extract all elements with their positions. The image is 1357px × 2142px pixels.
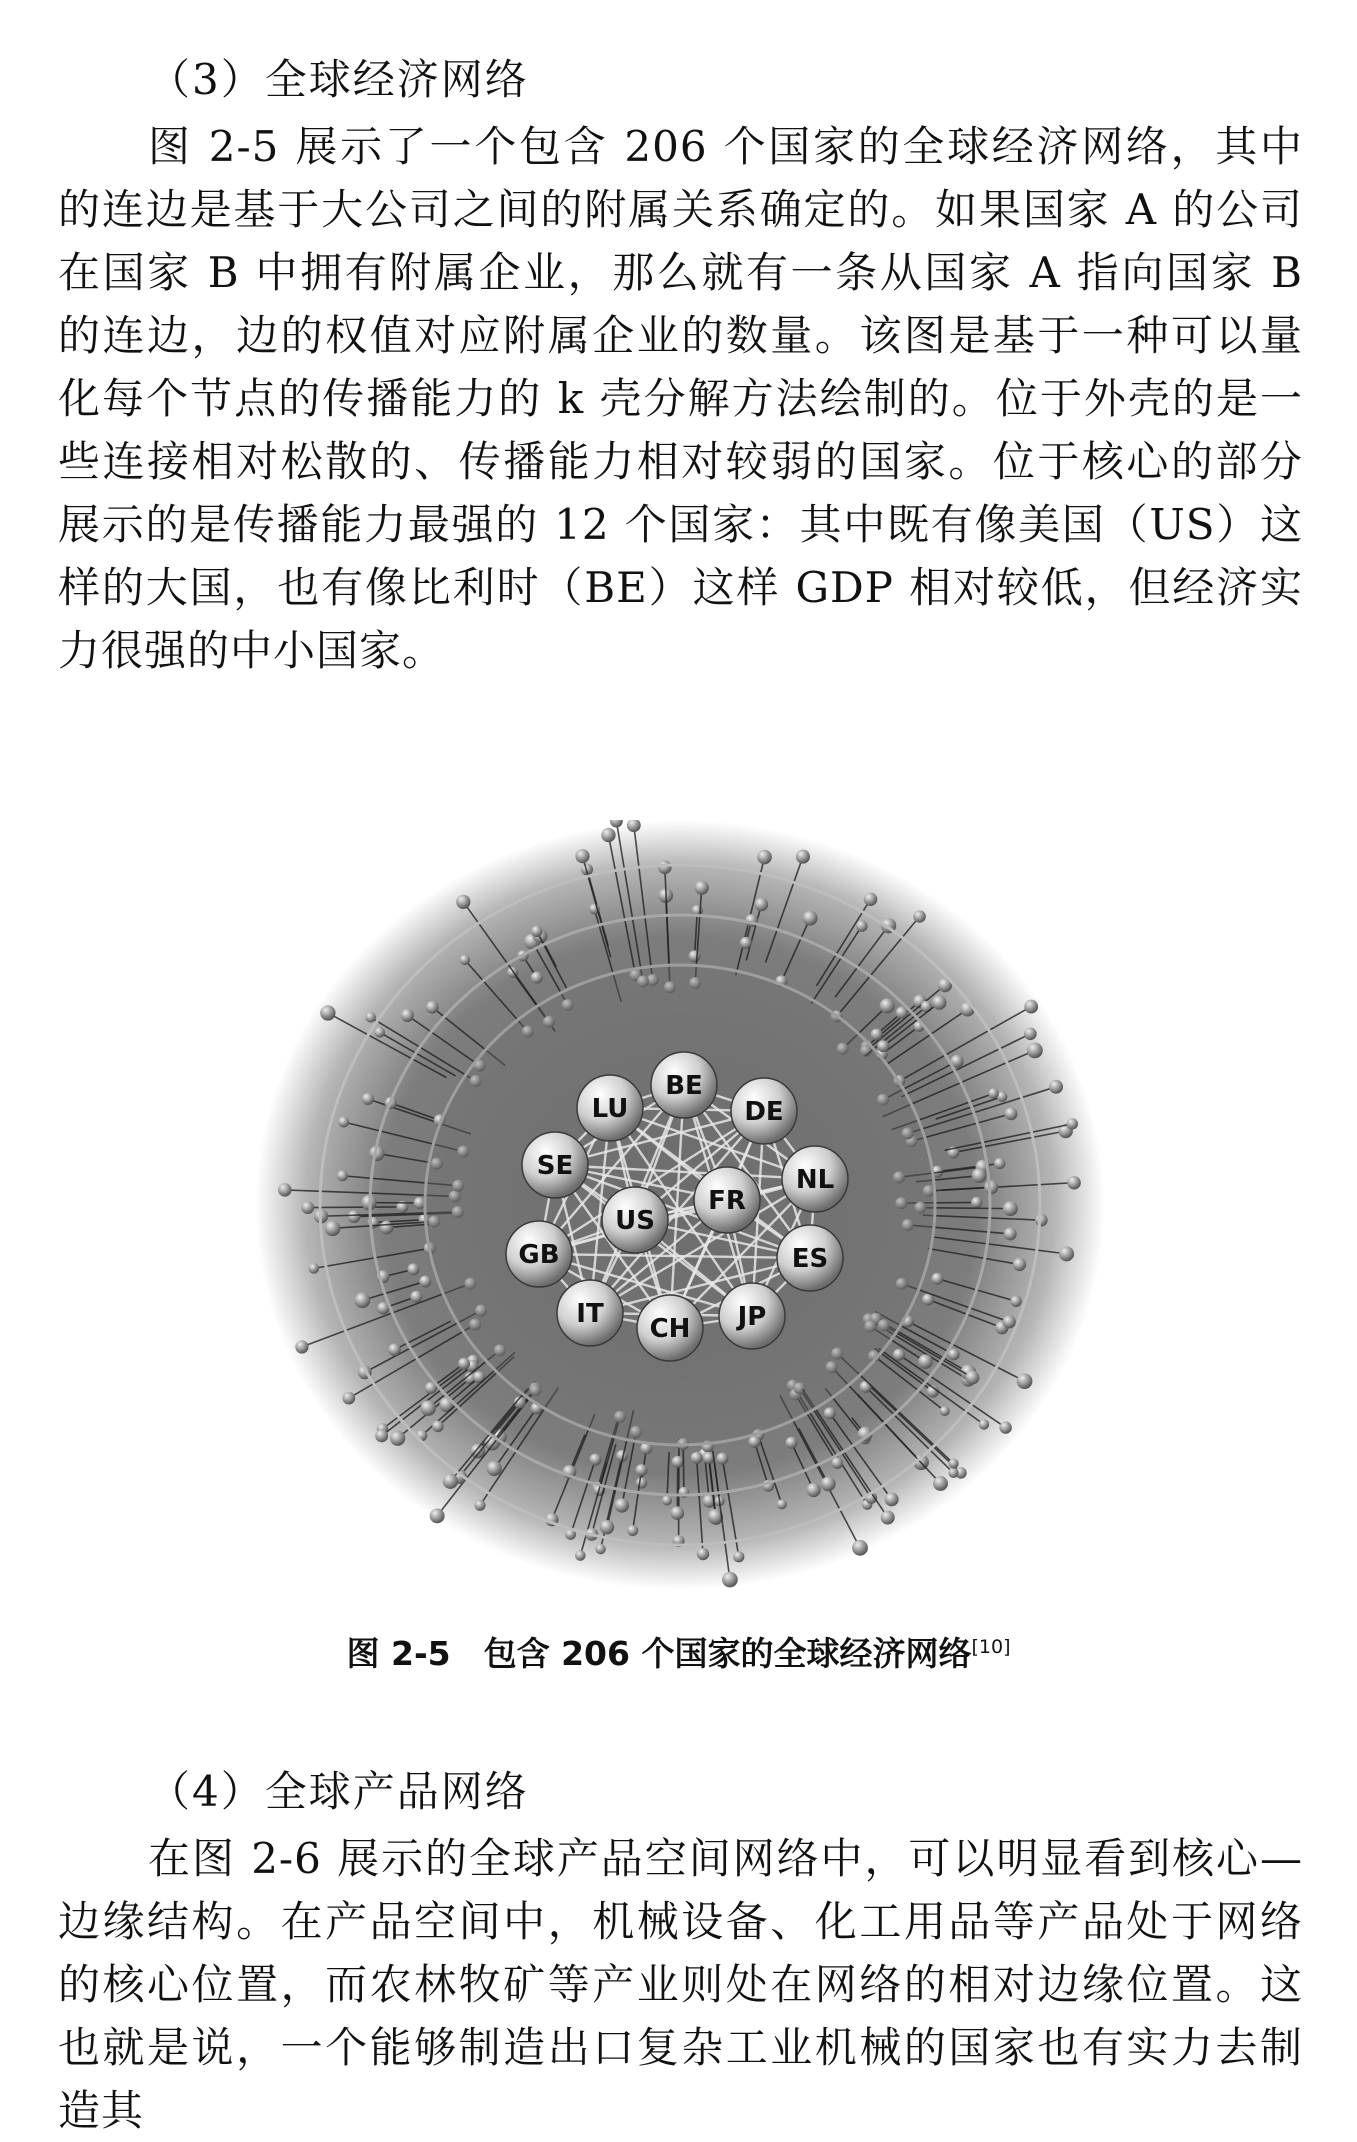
peripheral-node (531, 972, 543, 984)
peripheral-node (575, 849, 589, 863)
peripheral-node (487, 1461, 502, 1476)
core-node-label: NL (796, 1165, 834, 1195)
core-node-label: SE (537, 1151, 574, 1181)
peripheral-node (733, 1551, 744, 1562)
peripheral-edge (683, 1444, 684, 1492)
peripheral-node (575, 1550, 586, 1561)
peripheral-node (918, 1354, 932, 1368)
peripheral-node (777, 1499, 787, 1509)
peripheral-node (589, 1454, 601, 1466)
peripheral-node (984, 1180, 998, 1194)
peripheral-node (301, 1201, 314, 1214)
peripheral-node (600, 1520, 614, 1534)
peripheral-node (999, 1421, 1011, 1433)
peripheral-node (695, 881, 709, 895)
peripheral-node (921, 1001, 932, 1012)
section-4-heading: （4）全球产品网络 (148, 1764, 529, 1820)
peripheral-node (1067, 1176, 1081, 1190)
figure-caption (0, 1628, 1357, 1675)
core-node-label: DE (744, 1097, 783, 1127)
peripheral-node (852, 1540, 868, 1556)
peripheral-node (390, 1431, 405, 1446)
peripheral-node (948, 1468, 958, 1478)
peripheral-node (1013, 1258, 1026, 1271)
peripheral-node (1003, 1315, 1016, 1328)
core-node-label: IT (576, 1299, 604, 1329)
peripheral-node (419, 1275, 431, 1287)
peripheral-node (1003, 1201, 1018, 1216)
peripheral-node (965, 1371, 979, 1385)
core-node-label: ES (792, 1244, 829, 1274)
peripheral-node (337, 1170, 348, 1181)
peripheral-node (430, 1508, 445, 1523)
peripheral-node (1027, 1042, 1043, 1058)
peripheral-node (635, 1464, 647, 1476)
peripheral-node (913, 910, 926, 923)
peripheral-edge (308, 1207, 403, 1208)
peripheral-node (460, 955, 470, 965)
network-graph (255, 820, 1105, 1590)
peripheral-node (940, 1406, 950, 1416)
peripheral-node (932, 995, 946, 1009)
peripheral-node (856, 920, 868, 932)
section-3-paragraph: 图 2-5 展示了一个包含 206 个国家的全球经济网络，其中的连边是基于大公司之间的附属关系确定的。如果国家 A 的公司在国家 B 中拥有附属企业，那么就有一条从国家 A 指向国家 B 的连边，边的权值对应附属企业的数量。该图是基于一种可以量化每个节点的传播能力的 k 壳分解方法绘制的。位于外壳的是一些连接相对松散的、传播能力相对较弱的国家。位于核心的部分展示的是传播能力最强的 12 个国家：其中既有像美国（US）这样的大国，也有像比利时（BE）这样 GDP 相对较低，但经济实力很强的中小国家。 (58, 115, 1303, 682)
peripheral-node (662, 1495, 672, 1505)
peripheral-node (740, 937, 752, 949)
peripheral-node (691, 1452, 703, 1464)
peripheral-node (375, 1429, 388, 1442)
peripheral-node (420, 1400, 436, 1416)
peripheral-node (1024, 1027, 1037, 1040)
peripheral-node (722, 1572, 738, 1588)
peripheral-node (458, 1358, 470, 1370)
core-node-label: JP (736, 1302, 767, 1332)
core-node-label: GB (518, 1240, 559, 1270)
peripheral-node (474, 1500, 485, 1511)
peripheral-node (885, 1492, 899, 1506)
peripheral-node (755, 898, 769, 912)
peripheral-node (1049, 1080, 1063, 1094)
section-3-heading: （3）全球经济网络 (148, 52, 529, 108)
peripheral-node (831, 1457, 843, 1469)
core-node-label: US (615, 1206, 655, 1236)
peripheral-node (615, 1498, 629, 1512)
peripheral-node (295, 1340, 308, 1353)
peripheral-node (601, 828, 615, 842)
peripheral-node (880, 998, 895, 1013)
peripheral-node (988, 1088, 998, 1098)
peripheral-node (821, 1476, 836, 1491)
peripheral-node (388, 1343, 401, 1356)
peripheral-node (374, 1027, 385, 1038)
peripheral-node (877, 1040, 889, 1052)
peripheral-node (338, 1117, 349, 1128)
peripheral-node (824, 1407, 836, 1419)
core-node-label: FR (708, 1186, 746, 1216)
peripheral-node (1005, 1107, 1018, 1120)
section-4-paragraph: 在图 2-6 展示的全球产品空间网络中，可以明显看到核心—边缘结构。在产品空间中，机械设备、化工用品等产品处于网络的核心位置，而农林牧矿等产业则处在网络的相对边缘位置。这也就是说，一个能够制造出口复杂工业机械的国家也有实力去制造其 (58, 1827, 1303, 2142)
peripheral-node (1004, 1227, 1017, 1240)
peripheral-node (443, 1474, 458, 1489)
peripheral-node (697, 1548, 709, 1560)
peripheral-node (325, 1221, 341, 1237)
peripheral-node (757, 850, 772, 865)
peripheral-node (949, 1458, 959, 1468)
figure-caption-text: 图 2-5 包含 206 个国家的全球经济网络 (347, 1634, 972, 1673)
peripheral-node (355, 1293, 371, 1309)
peripheral-node (881, 1510, 895, 1524)
figure-caption-reference: [10] (971, 1636, 1010, 1658)
peripheral-node (278, 1183, 292, 1197)
peripheral-node (860, 1381, 872, 1393)
peripheral-node (407, 1263, 419, 1275)
core-node-label: CH (650, 1314, 691, 1344)
peripheral-node (1059, 1246, 1074, 1261)
peripheral-node (347, 1210, 360, 1223)
peripheral-node (1024, 1000, 1038, 1014)
peripheral-node (979, 1419, 989, 1429)
peripheral-node (432, 1421, 444, 1433)
peripheral-node (972, 1168, 987, 1183)
peripheral-node (658, 860, 672, 874)
peripheral-node (994, 1158, 1005, 1169)
peripheral-node (672, 1456, 684, 1468)
peripheral-node (933, 1476, 948, 1491)
peripheral-node (531, 926, 542, 937)
peripheral-node (426, 1001, 439, 1014)
peripheral-node (342, 1392, 355, 1405)
peripheral-node (864, 892, 878, 906)
peripheral-node (785, 1437, 797, 1449)
peripheral-node (807, 1483, 821, 1497)
peripheral-node (636, 1477, 647, 1488)
peripheral-node (748, 1436, 760, 1448)
core-node-label: BE (665, 1071, 703, 1101)
peripheral-node (716, 1453, 728, 1465)
peripheral-node (456, 895, 470, 909)
core-node-label: LU (592, 1094, 629, 1124)
peripheral-node (1010, 1296, 1021, 1307)
peripheral-node (401, 1009, 414, 1022)
peripheral-node (595, 1544, 605, 1554)
peripheral-node (362, 1093, 374, 1105)
peripheral-node (931, 1273, 943, 1285)
peripheral-node (871, 1028, 883, 1040)
peripheral-node (380, 1221, 394, 1235)
peripheral-node (309, 1263, 320, 1274)
peripheral-node (627, 1525, 638, 1536)
global-economic-network-figure (255, 820, 1105, 1590)
peripheral-node (320, 1005, 335, 1020)
peripheral-node (971, 1197, 982, 1208)
shell-ring-inner (425, 965, 935, 1445)
peripheral-node (670, 1506, 684, 1520)
peripheral-node (893, 1349, 905, 1361)
peripheral-node (689, 950, 701, 962)
peripheral-node (365, 1012, 376, 1023)
peripheral-node (410, 1291, 422, 1303)
peripheral-node (1067, 1118, 1078, 1129)
peripheral-node (796, 850, 810, 864)
peripheral-node (803, 911, 818, 926)
peripheral-node (1017, 1373, 1033, 1389)
